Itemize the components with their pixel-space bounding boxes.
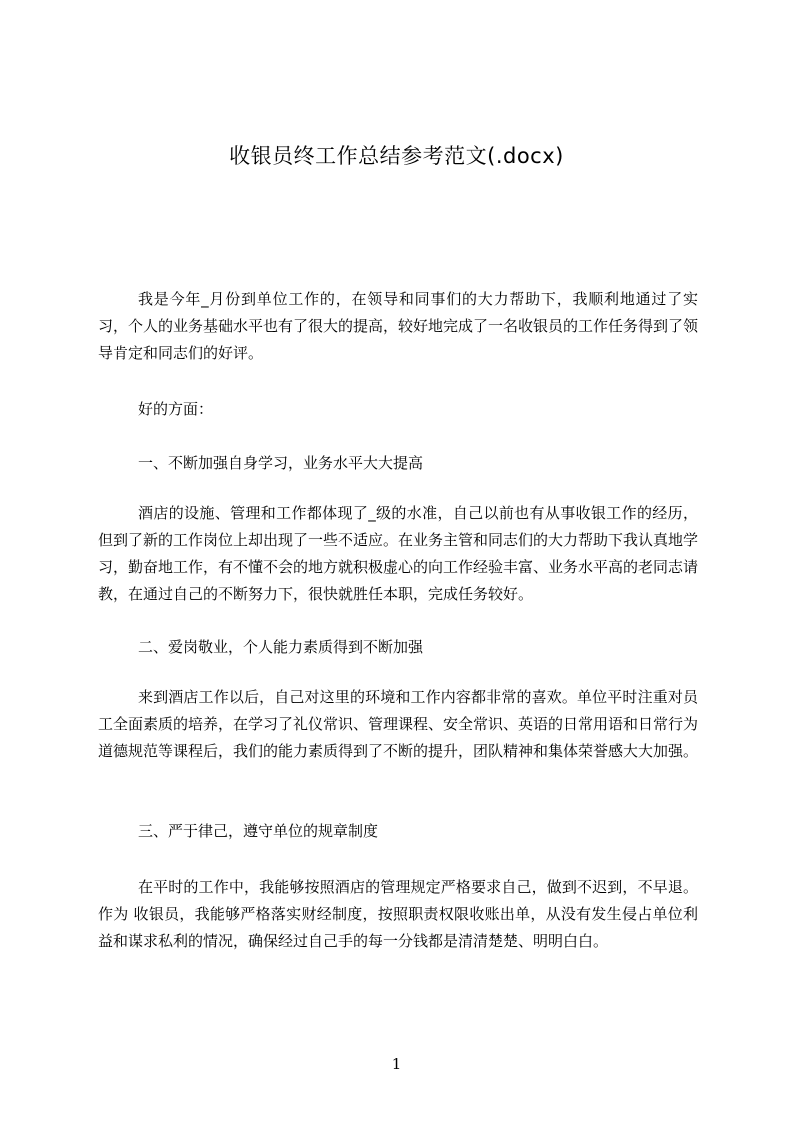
- section-1-paragraph: 酒店的设施、管理和工作都体现了_级的水准，自己以前也有从事收银工作的经历，但到了新的工作岗位上却出现了一些不适应。在业务主管和同志们的大力帮助下我认真地学习，勤奋地工作，有不懂不会的地方就积极虚心的向工作经验丰富、业务水平高的老同志请教，在通过自己的不断努力下，很快就胜任本职，完成任务较好。: [98, 504, 699, 603]
- page-number: 1: [391, 1055, 402, 1073]
- section-3-heading: 三、严于律己，遵守单位的规章制度: [138, 822, 379, 840]
- section-1-heading: 一、不断加强自身学习，业务水平大大提高: [138, 454, 424, 472]
- section-3-paragraph: 在平时的工作中，我能够按照酒店的管理规定严格要求自己，做到不迟到，不早退。作为 收银员，我能够严格落实财经制度，按照职责权限收账出单，从没有发生侵占单位利益和谋求私利的情况，确保经过自己手的每一分钱都是清清楚楚、明明白白。: [98, 878, 698, 950]
- section-2-paragraph: 来到酒店工作以后，自己对这里的环境和工作内容都非常的喜欢。单位平时注重对员工全面素质的培养，在学习了礼仪常识、管理课程、安全常识、英语的日常用语和日常行为道德规范等课程后，我们的能力素质得到了不断的提升，团队精神和集体荣誉感大大加强。: [98, 688, 699, 760]
- good-aspects-heading: 好的方面：: [138, 400, 214, 418]
- section-2-heading: 二、爱岗敬业，个人能力素质得到不断加强: [138, 638, 424, 656]
- document-title: 收银员终工作总结参考范文(.docx): [229, 144, 564, 168]
- intro-paragraph: 我是今年_月份到单位工作的，在领导和同事们的大力帮助下，我顺利地通过了实习，个人的业务基础水平也有了很大的提高，较好地完成了一名收银员的工作任务得到了领导肯定和同志们的好评。: [98, 290, 699, 362]
